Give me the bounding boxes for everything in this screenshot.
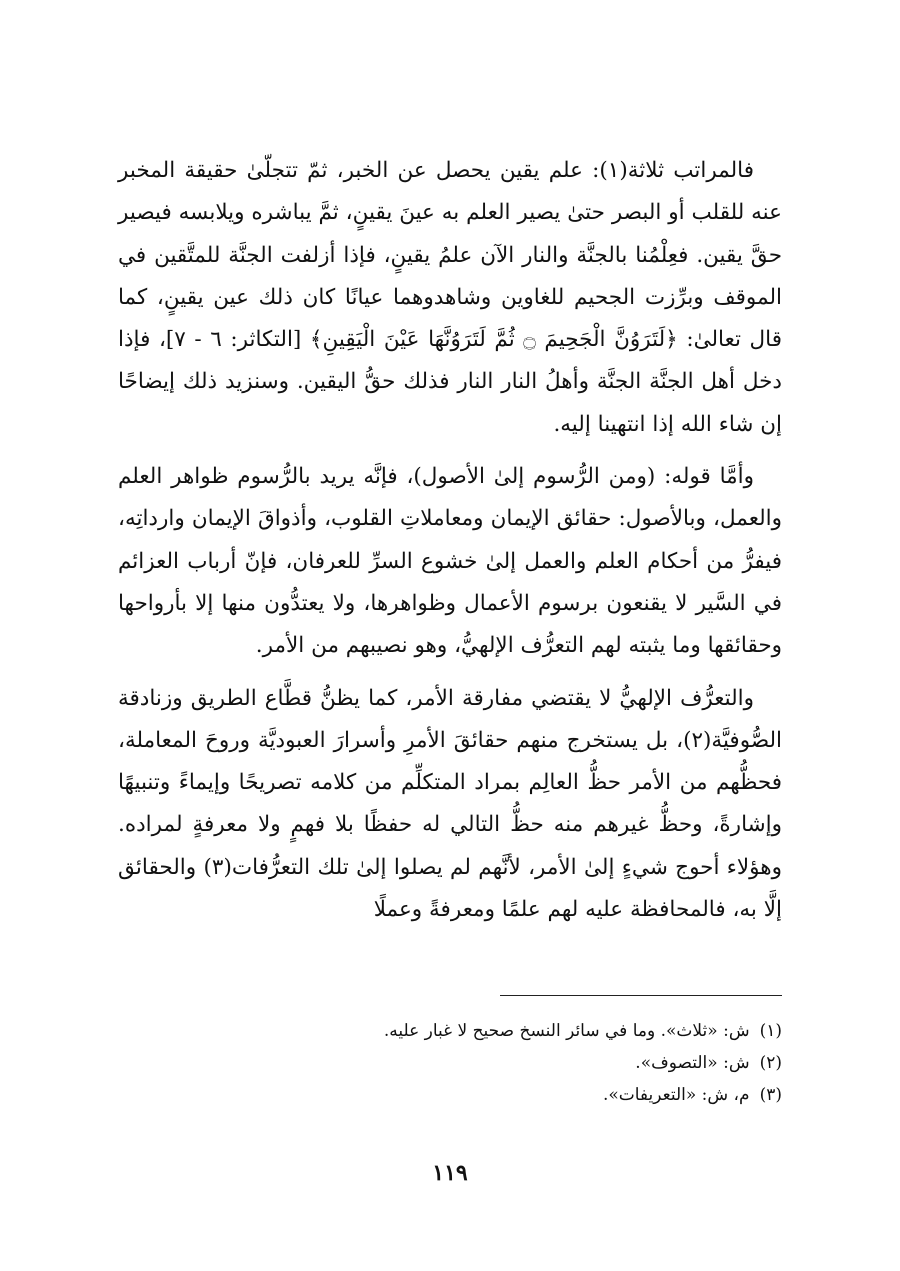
paragraph-1: فالمراتب ثلاثة(١): علم يقين يحصل عن الخبر، ثمّ تتجلّىٰ حقيقة المخبر عنه للقلب أو البصر حتىٰ يصير العلم به عينَ يقينٍ، ثمَّ يباشره ويلابسه فيصير حقَّ يقين. فعِلْمُنا بالجنَّة والنار الآن علمُ يقينٍ، فإذا أزلفت الجنَّة للمتَّقين في الموقف وبرِّزت الجحيم للغاوين وشاهدوهما عيانًا كان ذلك عين يقينٍ، كما قال تعالىٰ: ﴿لَتَرَوُنَّ الْجَحِيمَ ۝ ثُمَّ لَتَرَوُنَّهَا عَيْنَ الْيَقِينِ﴾ [التكاثر: ٦ - ٧]، فإذا دخل أهل الجنَّة الجنَّة وأهلُ النار النار فذلك حقُّ اليقين. وسنزيد ذلك إيضاحًا إن شاء الله إذا انتهينا إليه. — [118, 158, 782, 437]
page-number: ١١٩ — [432, 1160, 468, 1186]
footnote-number: (١) — [759, 1021, 782, 1041]
footnote-text: م، ش: «التعريفات». — [602, 1085, 750, 1105]
footnote-2 — [118, 1047, 782, 1079]
paragraph-3: والتعرُّف الإلهيُّ لا يقتضي مفارقة الأمر، كما يظنُّ قطَّاع الطريق وزنادقة الصُّوفيَّة(٢)، بل يستخرج منهم حقائقَ الأمرِ وأسرارَ العبوديَّة وروحَ المعاملة، فحظُّهم من الأمر حظُّ العالِم بمراد المتكلِّم من كلامه تصريحًا وإيماءً وتنبيهًا وإشارةً، وحظُّ غيرهم منه حظُّ التالي له حفظًا بلا فهمٍ ولا معرفةٍ لمراده. وهؤلاء أحوج شيءٍ إلىٰ الأمر، لأنَّهم لم يصلوا إلىٰ تلك التعرُّفات(٣) والحقائق إلَّا به، فالمحافظة عليه لهم علمًا ومعرفةً وعملًا — [118, 685, 782, 923]
footnote-number: (٣) — [759, 1085, 782, 1105]
footnotes — [118, 1015, 782, 1111]
footnote-text: ش: «التصوف». — [635, 1053, 750, 1073]
footnote-1 — [118, 1015, 782, 1047]
paragraph-2: وأمَّا قوله: (ومن الرُّسوم إلىٰ الأصول)، فإنَّه يريد بالرُّسوم ظواهر العلم والعمل، وبالأصول: حقائق الإيمان ومعاملاتِ القلوب، وأذواقَ الإيمان وارداتِه، فيفرُّ من أحكام العلم والعمل إلىٰ خشوع السرِّ للعرفان، فإنّ أرباب العزائم في السَّير لا يقنعون برسوم الأعمال وظواهرها، ولا يعتدُّون منها إلا بأرواحها وحقائقها وما يثبته لهم التعرُّف الإلهيُّ، وهو نصيبهم من الأمر. — [118, 464, 782, 659]
footnote-3 — [118, 1079, 782, 1111]
footnote-divider — [500, 995, 782, 996]
main-text — [118, 150, 782, 931]
footnote-text: ش: «ثلاث». وما في سائر النسخ صحيح لا غبار عليه. — [383, 1021, 750, 1041]
footnote-number: (٢) — [759, 1053, 782, 1073]
